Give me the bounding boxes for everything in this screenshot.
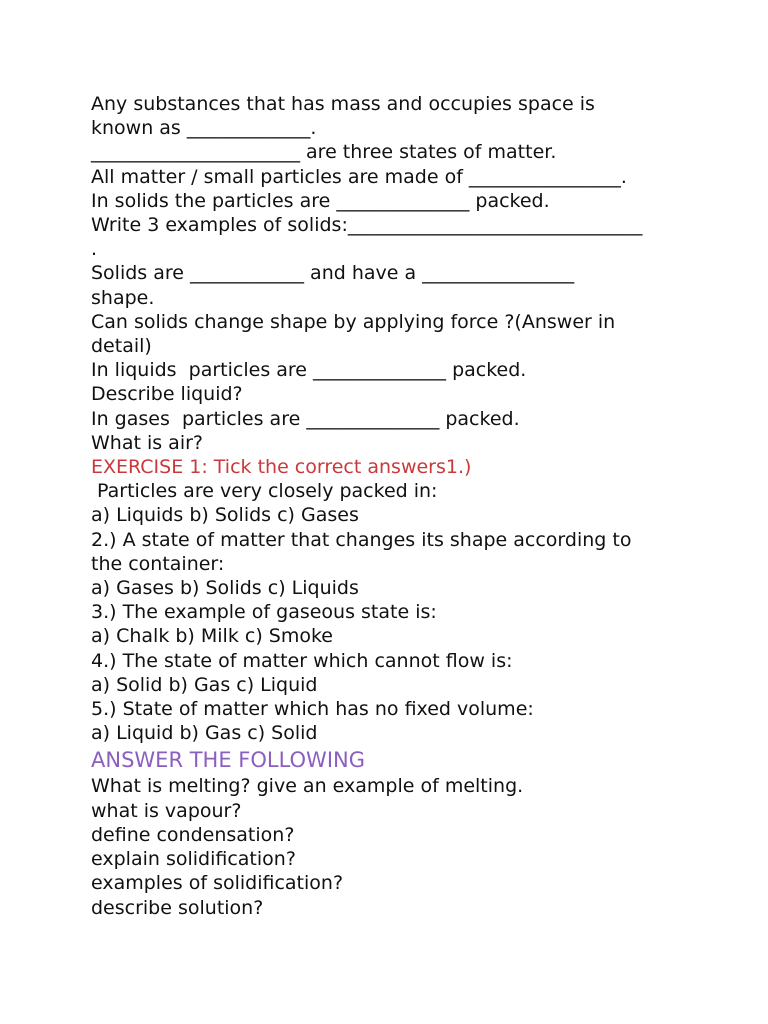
exercise-heading: EXERCISE 1: Tick the correct answers1.): [91, 456, 472, 479]
answer-question: explain solidification?: [91, 848, 296, 871]
answer-question: define condensation?: [91, 823, 295, 846]
exercise-line: a) Gases b) Solids c) Liquids: [91, 577, 359, 600]
worksheet-document: [91, 92, 691, 920]
question-line: Solids are ____________ and have a ________________: [91, 262, 575, 285]
question-line: In gases particles are ______________ packed.: [91, 407, 520, 430]
question-line: In solids the particles are ______________ packed.: [91, 189, 550, 212]
question-line: Describe liquid?: [91, 383, 243, 406]
question-line: .: [91, 238, 98, 261]
question-line: detail): [91, 335, 152, 358]
exercise-line: 3.) The example of gaseous state is:: [91, 601, 437, 624]
question-line: ______________________ are three states of matter.: [91, 141, 557, 164]
answer-question: What is melting? give an example of melting.: [91, 775, 524, 798]
exercise-line: a) Liquid b) Gas c) Solid: [91, 722, 318, 745]
question-line: All matter / small particles are made of ________________.: [91, 165, 627, 188]
question-line: What is air?: [91, 431, 203, 454]
exercise-line: a) Solid b) Gas c) Liquid: [91, 673, 318, 696]
question-line: Write 3 examples of solids:_______________________________: [91, 214, 643, 237]
exercise-line: the container:: [91, 552, 225, 575]
exercise-line: 4.) The state of matter which cannot flow is:: [91, 649, 513, 672]
answer-question: describe solution?: [91, 896, 264, 919]
question-line: shape.: [91, 286, 155, 309]
question-line: Any substances that has mass and occupies space is: [91, 93, 595, 115]
exercise-line: a) Chalk b) Milk c) Smoke: [91, 625, 333, 648]
question-line: In liquids particles are ______________ packed.: [91, 359, 527, 382]
answer-heading: ANSWER THE FOLLOWING: [91, 748, 365, 773]
question-line: known as _____________.: [91, 117, 317, 140]
answer-question: examples of solidification?: [91, 872, 344, 895]
exercise-line: a) Liquids b) Solids c) Gases: [91, 504, 359, 527]
exercise-line: 2.) A state of matter that changes its shape according to: [91, 528, 632, 551]
answer-question: what is vapour?: [91, 799, 242, 822]
exercise-line: Particles are very closely packed in:: [91, 480, 438, 503]
question-line: Can solids change shape by applying force ?(Answer in: [91, 310, 616, 333]
exercise-line: 5.) State of matter which has no fixed volume:: [91, 698, 534, 721]
